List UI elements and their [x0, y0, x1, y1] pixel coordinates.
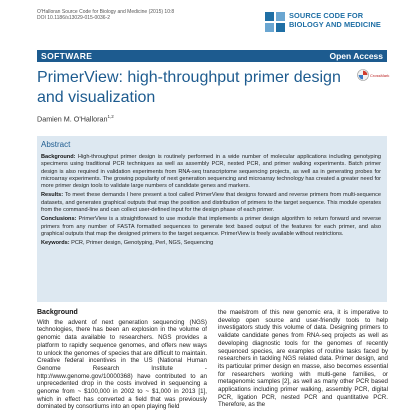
- body-column-right: [218, 309, 388, 409]
- doi-line: DOI 10.1186/s13029-015-0036-2: [37, 15, 111, 22]
- author-affiliation: 1,2: [107, 114, 114, 119]
- section-bar: [37, 50, 387, 62]
- abstract-body: [41, 154, 381, 250]
- crossmark-icon: [357, 69, 369, 81]
- abstract-text: To meet these demands I here present a tool called PrimerView that designs forward and reverse primers from multi-sequence datasets, and generates graphical outputs that map the position and distribution of primers to the target sequence. This module operates from the command-line and can collect user-defined input for the design phase of each primer.: [41, 192, 381, 214]
- abstract-results: [41, 192, 381, 214]
- keywords-label: Keywords:: [41, 240, 70, 247]
- abstract-text: High-throughput primer design is routinely performed in a wide number of molecular applications including genotyping specimens using traditional PCR techniques as well as assembly PCR, nested PCR, and primer walking experiments. Batch primer design is also required in validation experiments from RNA-seq transcriptome sequencing projects, as well as in generating probes for microarray experiments. The growing popularity of next generation sequencing and microarray technology has created a greater need for more primer design tools to validate large numbers of candidate genes and markers.: [41, 154, 381, 190]
- abstract-background: [41, 154, 381, 190]
- journal-name-line: BIOLOGY AND MEDICINE: [289, 19, 381, 29]
- body-column-left: [37, 309, 207, 411]
- article-header: [37, 9, 397, 49]
- section-heading: Background: [37, 309, 78, 316]
- journal-logo-icon: [265, 12, 285, 32]
- crossmark-badge[interactable]: [357, 69, 389, 81]
- article-title: PrimerView: high-throughput primer design and visualization: [37, 69, 341, 106]
- abstract-label: Background:: [41, 154, 76, 160]
- crossmark-label: CrossMark: [370, 72, 390, 78]
- article-type: SOFTWARE: [41, 51, 93, 61]
- abstract-conclusions: [41, 216, 381, 238]
- open-access-label[interactable]: Open Access: [329, 51, 383, 61]
- journal-name: [289, 12, 397, 29]
- body-paragraph: With the advent of next generation sequencing (NGS) technologies, there has been an explosion in the volume of genomic data available to researchers. NGS provides a platform to rapidly sequence genomes, and offers new ways to unlock the genomes of species that are difficult to maintain. Creative federal incentives in the US (National Human Genome Research Institute - http://www.genome.gov/10000368) have contributed to an unprecedented drop in the costs involved in sequencing a genome from ~ $100,000 in 2002 to ~ $1,000 in 2013 [1], which in effect has converted a field that was previously dominated by consortiums into an open playing field: [37, 318, 207, 411]
- author-name[interactable]: Damien M. O'Halloran: [37, 114, 108, 124]
- abstract-heading: Abstract: [41, 140, 71, 149]
- journal-logo: [265, 12, 397, 32]
- citation-line: O'Halloran Source Code for Biology and Medicine (2015) 10:8: [37, 9, 175, 15]
- journal-name-line: SOURCE CODE FOR: [289, 11, 364, 20]
- keywords-text: PCR, Primer design, Genotyping, Perl, NGS, Sequencing: [69, 240, 214, 247]
- abstract-text: PrimerView is a straightforward to use module that implements a primer design algorithm to return forward and reverse primers from any number of FASTA formatted sequences to generate text based output of the features for each primer, and also graphical outputs that map the designed primers to the target sequence. PrimerView is freely available without restrictions.: [41, 216, 381, 237]
- abstract-label: Results:: [41, 192, 64, 199]
- abstract-label: Conclusions:: [41, 216, 77, 223]
- author-line: [37, 114, 114, 123]
- body-paragraph: the maelstrom of this new genomic era, it is imperative to develop open source and user-friendly tools to help investigators study this volume of data. Designing primers to validate candidate genes from RNA-seq projects as well as developing diagnostic tools for the genomes of recently sequenced species, are examples of routine tasks faced by researchers in tackling NGS related data. Primer design, and its particular primer design en masse, also becomes essential for researchers working with multi-gene families, or metagenomic samples [2], as well as many other PCR based applications including primer walking, assembly PCR, digital PCR, ligation PCR, nested PCR and quantitative PCR. Therefore, as the: [218, 309, 388, 409]
- abstract-box: [37, 136, 387, 302]
- abstract-keywords: [41, 240, 381, 247]
- citation: [37, 9, 237, 21]
